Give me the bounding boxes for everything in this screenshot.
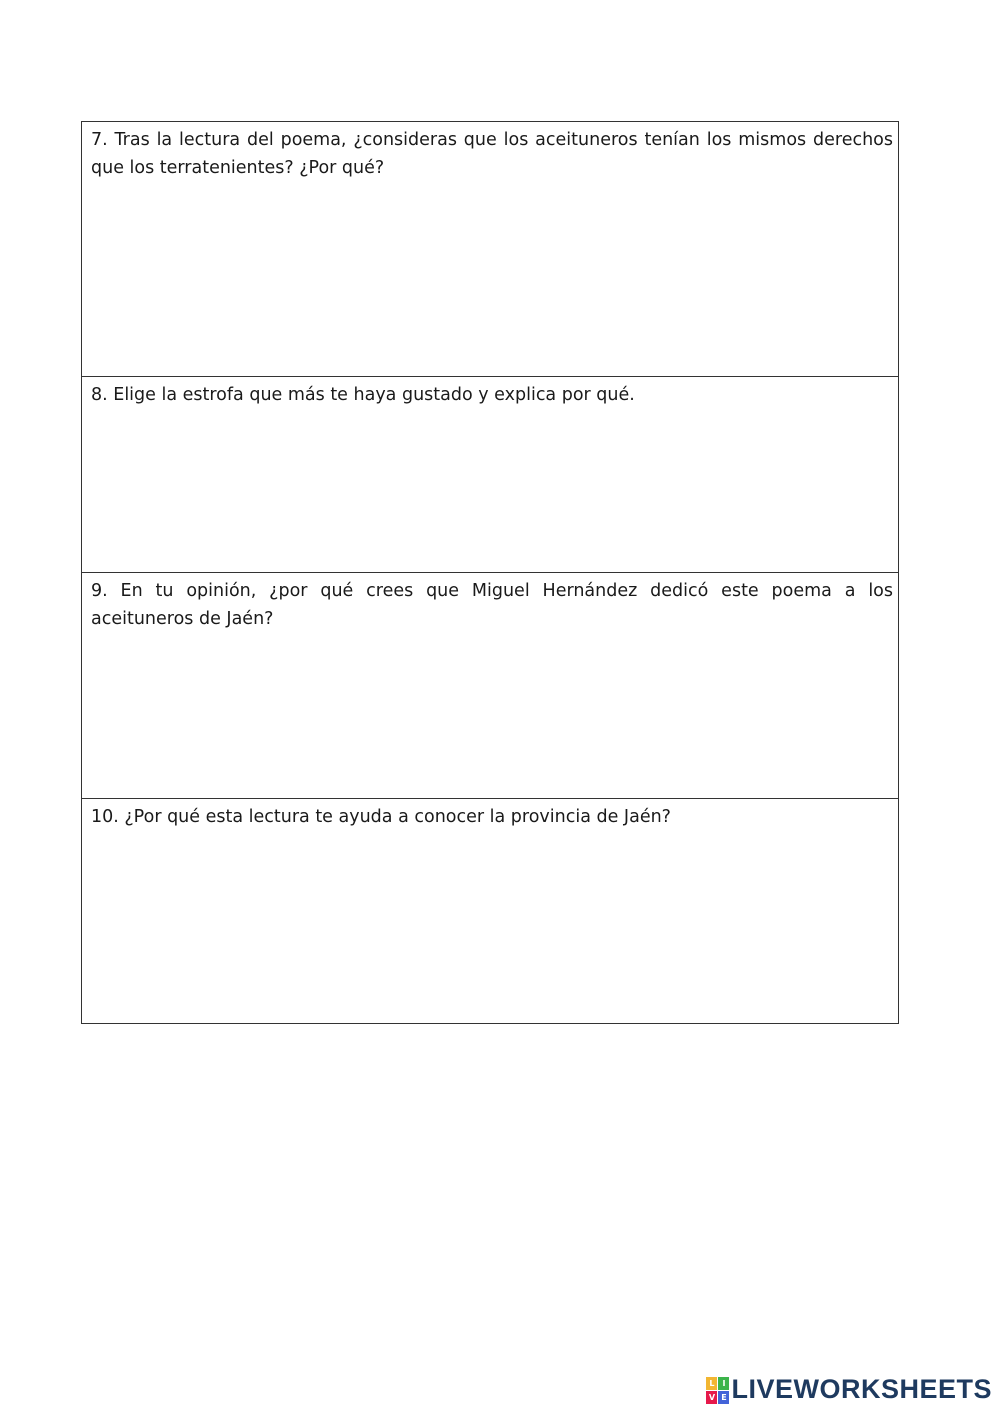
liveworksheets-logo [706,1374,992,1405]
question-10-text: 10. ¿Por qué esta lectura te ayuda a conocer la provincia de Jaén? [91,807,671,827]
question-9-answer-area[interactable] [82,643,898,798]
question-7-answer-area[interactable] [82,192,898,376]
question-7-text: 7. Tras la lectura del poema, ¿consideras que los aceituneros tenían los mismos derechos que los terratenientes? ¿Por qué? [91,130,893,178]
logo-letter-i: I [718,1377,729,1390]
question-10-cell [82,799,898,1023]
question-9-text: 9. En tu opinión, ¿por qué crees que Miguel Hernández dedicó este poema a los aceituneros de Jaén? [91,581,893,629]
liveworksheets-logo-icon [706,1377,728,1403]
question-9-cell [82,573,898,799]
logo-letter-l: L [706,1377,717,1390]
logo-letter-e: E [718,1391,729,1404]
question-10-answer-area[interactable] [82,839,898,1023]
liveworksheets-brand-name: LIVEWORKSHEETS [731,1374,992,1404]
question-8-answer-area[interactable] [82,417,898,572]
question-7-cell [82,122,898,377]
questions-table [81,121,899,1024]
question-8-text: 8. Elige la estrofa que más te haya gustado y explica por qué. [91,385,635,405]
question-8-cell [82,377,898,573]
logo-letter-v: V [706,1391,717,1404]
